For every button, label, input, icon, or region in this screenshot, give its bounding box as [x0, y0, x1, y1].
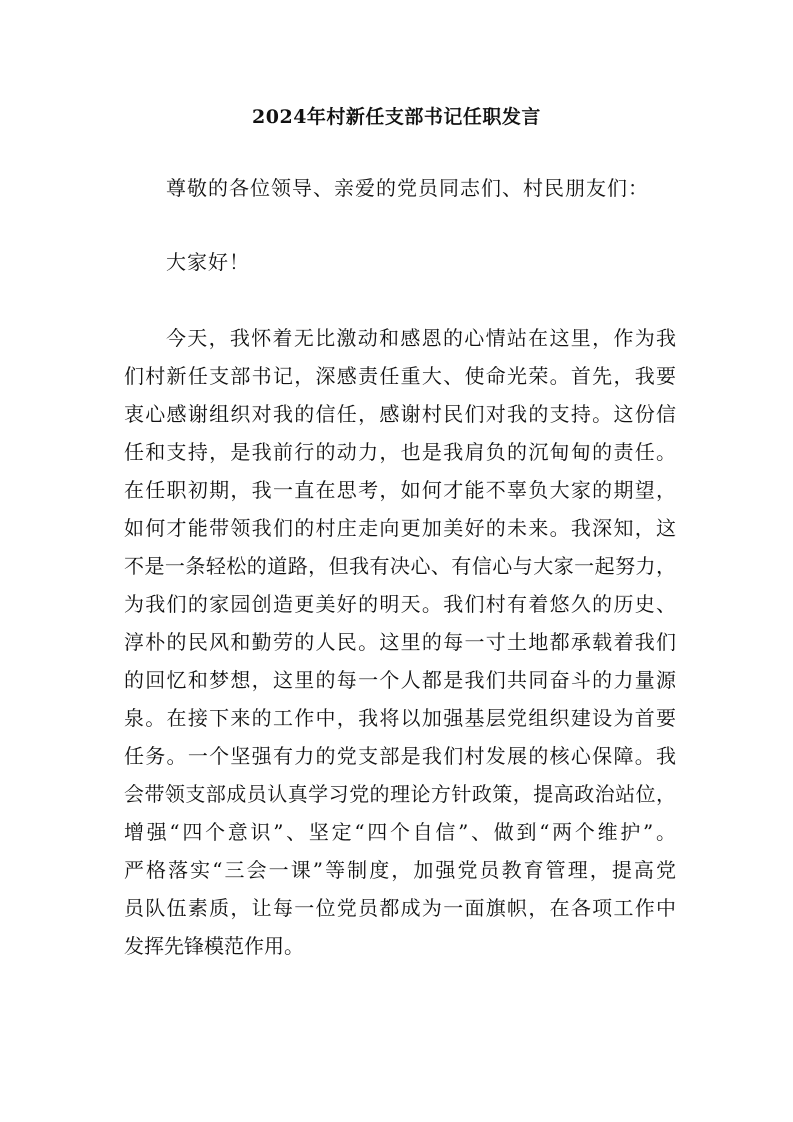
paragraph-line: 的回忆和梦想，这里的每一个人都是我们共同奋斗的力量源	[124, 668, 676, 692]
paragraph-line: 员队伍素质，让每一位党员都成为一面旗帜，在各项工作中	[124, 896, 676, 920]
paragraph-line: 严格落实“三会一课”等制度，加强党员教育管理，提高党	[124, 858, 676, 882]
paragraph-line: 泉。在接下来的工作中，我将以加强基层党组织建设为首要	[124, 706, 676, 730]
paragraph-line: 淳朴的民风和勤劳的人民。这里的每一寸土地都承载着我们	[124, 630, 676, 654]
paragraph-line: 不是一条轻松的道路，但我有决心、有信心与大家一起努力，	[124, 554, 676, 578]
paragraph-line: 发挥先锋模范作用。	[124, 934, 304, 958]
paragraph-line: 们村新任支部书记，深感责任重大、使命光荣。首先，我要	[124, 364, 676, 388]
greeting: 大家好！	[166, 250, 250, 274]
paragraph-line: 任务。一个坚强有力的党支部是我们村发展的核心保障。我	[124, 744, 676, 768]
paragraph-line: 任和支持，是我前行的动力，也是我肩负的沉甸甸的责任。	[124, 440, 676, 464]
paragraph-line: 会带领支部成员认真学习党的理论方针政策，提高政治站位，	[124, 782, 676, 806]
paragraph-line: 如何才能带领我们的村庄走向更加美好的未来。我深知，这	[124, 516, 676, 540]
document-title: 2024年村新任支部书记任职发言	[252, 106, 541, 128]
salutation: 尊敬的各位领导、亲爱的党员同志们、村民朋友们：	[166, 176, 649, 200]
body-paragraph	[124, 319, 676, 965]
paragraph-line: 为我们的家园创造更美好的明天。我们村有着悠久的历史、	[124, 592, 676, 616]
paragraph-line: 在任职初期，我一直在思考，如何才能不辜负大家的期望，	[124, 478, 676, 502]
paragraph-line: 今天，我怀着无比激动和感恩的心情站在这里，作为我	[166, 326, 676, 350]
paragraph-line: 增强“四个意识”、坚定“四个自信”、做到“两个维护”。	[124, 820, 676, 844]
paragraph-line: 衷心感谢组织对我的信任，感谢村民们对我的支持。这份信	[124, 402, 676, 426]
